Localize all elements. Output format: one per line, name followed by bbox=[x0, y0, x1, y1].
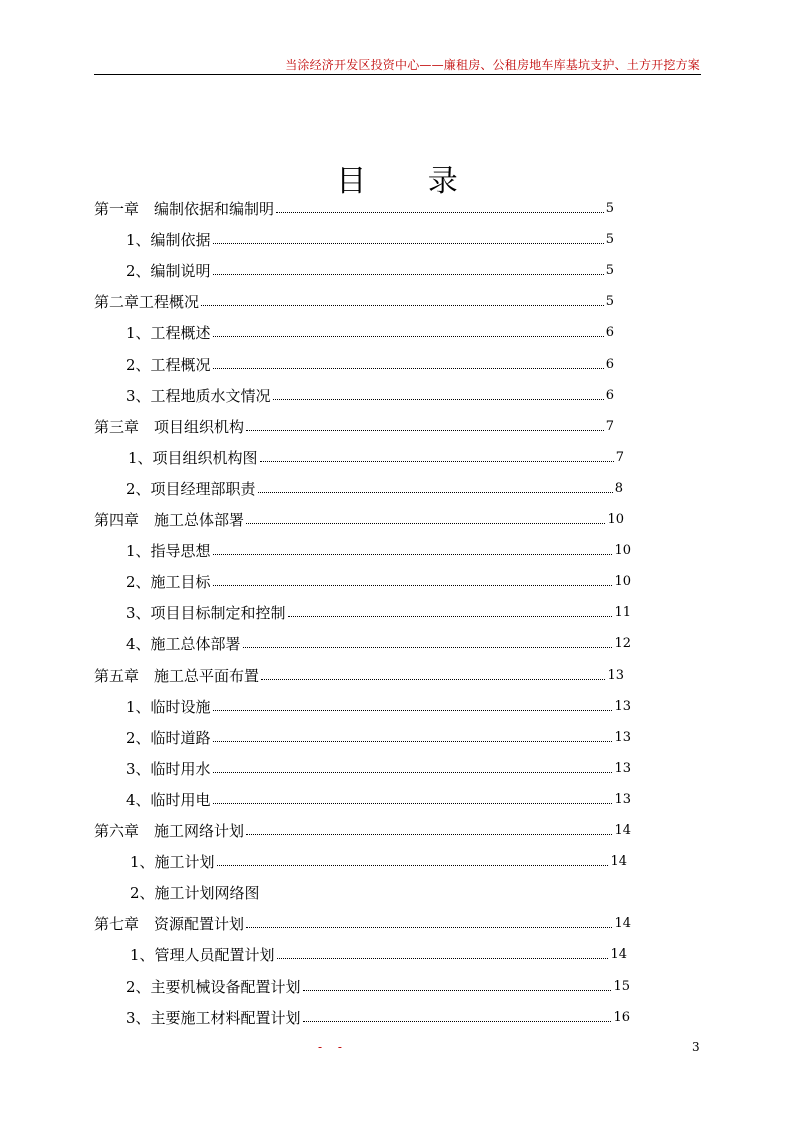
toc-entry-page: 10 bbox=[607, 512, 624, 527]
toc-entry-label: 2、施工计划网络图 bbox=[130, 884, 260, 903]
toc-dot-leader bbox=[213, 772, 613, 773]
toc-entry bbox=[94, 662, 624, 686]
toc-entry bbox=[94, 910, 631, 934]
toc-entry-page: 10 bbox=[614, 543, 631, 559]
toc-dot-leader bbox=[260, 461, 614, 462]
toc-entry-page: 5 bbox=[605, 232, 614, 248]
toc-entry-page: 6 bbox=[605, 325, 614, 341]
toc-entry bbox=[94, 195, 614, 219]
toc-entry-label: 2、临时道路 bbox=[126, 728, 211, 747]
footer-dash: - - bbox=[318, 1040, 348, 1054]
toc-entry-label: 3、临时用水 bbox=[126, 759, 211, 778]
toc-entry bbox=[130, 879, 627, 903]
toc-entry bbox=[126, 537, 631, 561]
toc-dot-leader bbox=[243, 647, 613, 648]
toc-entry-page: 13 bbox=[614, 760, 631, 776]
toc-entry bbox=[126, 724, 631, 748]
toc-entry-page: 5 bbox=[605, 263, 614, 279]
toc-entry bbox=[126, 599, 631, 623]
toc-entry-page: 13 bbox=[614, 698, 631, 714]
toc-entry-page: 13 bbox=[614, 791, 631, 807]
toc-entry-label: 1、管理人员配置计划 bbox=[130, 946, 275, 965]
toc-entry bbox=[126, 382, 614, 406]
toc-entry-page: 12 bbox=[614, 636, 631, 652]
toc-entry bbox=[94, 288, 614, 312]
footer-page-number: 3 bbox=[692, 1040, 700, 1054]
toc-entry bbox=[126, 351, 614, 375]
header-divider bbox=[94, 74, 701, 75]
toc-entry-page: 14 bbox=[614, 823, 631, 838]
toc-entry bbox=[126, 973, 630, 997]
toc-entry-page: 11 bbox=[614, 605, 631, 621]
toc-dot-leader bbox=[246, 834, 612, 835]
toc-dot-leader bbox=[246, 430, 604, 431]
toc-dot-leader bbox=[303, 1021, 612, 1022]
toc-entry-label: 2、工程概况 bbox=[126, 355, 211, 374]
toc-entry-label: 1、临时设施 bbox=[126, 697, 211, 716]
toc-entry-label: 3、工程地质水文情况 bbox=[126, 386, 271, 405]
toc-entry-label: 2、施工目标 bbox=[126, 573, 211, 592]
toc-entry-page: 13 bbox=[614, 729, 631, 745]
toc-entry-page: 5 bbox=[605, 201, 614, 216]
toc-dot-leader bbox=[246, 927, 612, 928]
toc-entry-page: 14 bbox=[610, 854, 627, 870]
toc-entry-label: 1、指导思想 bbox=[126, 542, 211, 561]
toc-dot-leader bbox=[213, 710, 613, 711]
toc-entry-label: 4、临时用电 bbox=[126, 790, 211, 809]
toc-entry-label: 第一章 编制依据和编制明 bbox=[94, 200, 275, 218]
toc-dot-leader bbox=[201, 305, 604, 306]
toc-entry bbox=[126, 226, 614, 250]
toc-entry-label: 第四章 施工总体部署 bbox=[94, 511, 245, 529]
toc-entry-label: 第三章 项目组织机构 bbox=[94, 417, 245, 436]
toc-dot-leader bbox=[213, 336, 604, 337]
toc-dot-leader bbox=[213, 243, 604, 244]
toc-entry bbox=[126, 693, 631, 717]
toc-entry bbox=[126, 1004, 630, 1028]
toc-dot-leader bbox=[276, 212, 604, 213]
toc-entry bbox=[94, 506, 624, 530]
toc-entry-page: 14 bbox=[610, 947, 627, 963]
toc-dot-leader bbox=[213, 803, 613, 804]
toc-entry-page: 7 bbox=[615, 449, 624, 465]
toc-dot-leader bbox=[273, 399, 604, 400]
toc-dot-leader bbox=[213, 274, 604, 275]
toc-dot-leader bbox=[246, 523, 605, 524]
toc-entry-label: 第七章 资源配置计划 bbox=[94, 915, 245, 934]
toc-entry-label: 2、主要机械设备配置计划 bbox=[126, 977, 301, 996]
toc-dot-leader bbox=[303, 990, 612, 991]
toc-entry-page: 10 bbox=[614, 574, 631, 590]
toc-entry bbox=[126, 755, 631, 779]
toc-entry-label: 4、施工总体部署 bbox=[126, 635, 241, 654]
toc-dot-leader bbox=[213, 585, 613, 586]
toc-entry bbox=[126, 568, 631, 592]
toc-entry-page: 15 bbox=[613, 978, 630, 994]
toc-entry-label: 第五章 施工总平面布置 bbox=[94, 666, 260, 685]
toc-dot-leader bbox=[213, 368, 604, 369]
toc-dot-leader bbox=[213, 741, 613, 742]
toc-entry-label: 3、项目目标制定和控制 bbox=[126, 604, 286, 623]
toc-entry bbox=[94, 413, 614, 437]
toc-entry-label: 第二章工程概况 bbox=[94, 293, 200, 312]
toc-dot-leader bbox=[258, 492, 613, 493]
toc-entry-label: 2、项目经理部职责 bbox=[126, 479, 256, 498]
toc-entry-page: 13 bbox=[607, 667, 624, 683]
toc-entry bbox=[94, 817, 631, 841]
toc-entry-label: 第六章 施工网络计划 bbox=[94, 822, 245, 840]
toc-entry-label: 1、工程概述 bbox=[126, 324, 211, 343]
toc-entry bbox=[126, 257, 614, 281]
toc-entry-page: 14 bbox=[614, 916, 631, 932]
toc-entry-label: 2、编制说明 bbox=[126, 262, 211, 281]
toc-entry bbox=[126, 319, 614, 343]
toc-entry-label: 1、项目组织机构图 bbox=[128, 448, 258, 467]
toc-entry-label: 1、施工计划 bbox=[130, 853, 215, 872]
toc-entry-page: 7 bbox=[605, 418, 614, 434]
toc-entry-label: 1、编制依据 bbox=[126, 231, 211, 250]
toc-entry-label: 3、主要施工材料配置计划 bbox=[126, 1008, 301, 1027]
toc-entry bbox=[126, 475, 623, 499]
toc-heading: 目 录 bbox=[336, 164, 484, 199]
toc-entry bbox=[130, 941, 627, 965]
toc-entry bbox=[128, 444, 624, 468]
toc-dot-leader bbox=[217, 865, 609, 866]
toc-entry-page: 6 bbox=[605, 356, 614, 372]
toc-entry-page: 16 bbox=[613, 1009, 630, 1025]
toc-entry bbox=[130, 848, 627, 872]
toc-entry-page: 8 bbox=[614, 480, 623, 496]
toc-entry bbox=[126, 786, 631, 810]
toc-dot-leader bbox=[277, 958, 609, 959]
toc-dot-leader bbox=[213, 554, 613, 555]
header-title: 当涂经济开发区投资中心——廉租房、公租房地车库基坑支护、土方开挖方案 bbox=[285, 58, 700, 72]
toc-entry-page: 5 bbox=[605, 294, 614, 310]
toc-dot-leader bbox=[288, 616, 613, 617]
toc-entry bbox=[126, 630, 631, 654]
toc-dot-leader bbox=[261, 679, 605, 680]
toc-entry-page: 6 bbox=[605, 387, 614, 403]
